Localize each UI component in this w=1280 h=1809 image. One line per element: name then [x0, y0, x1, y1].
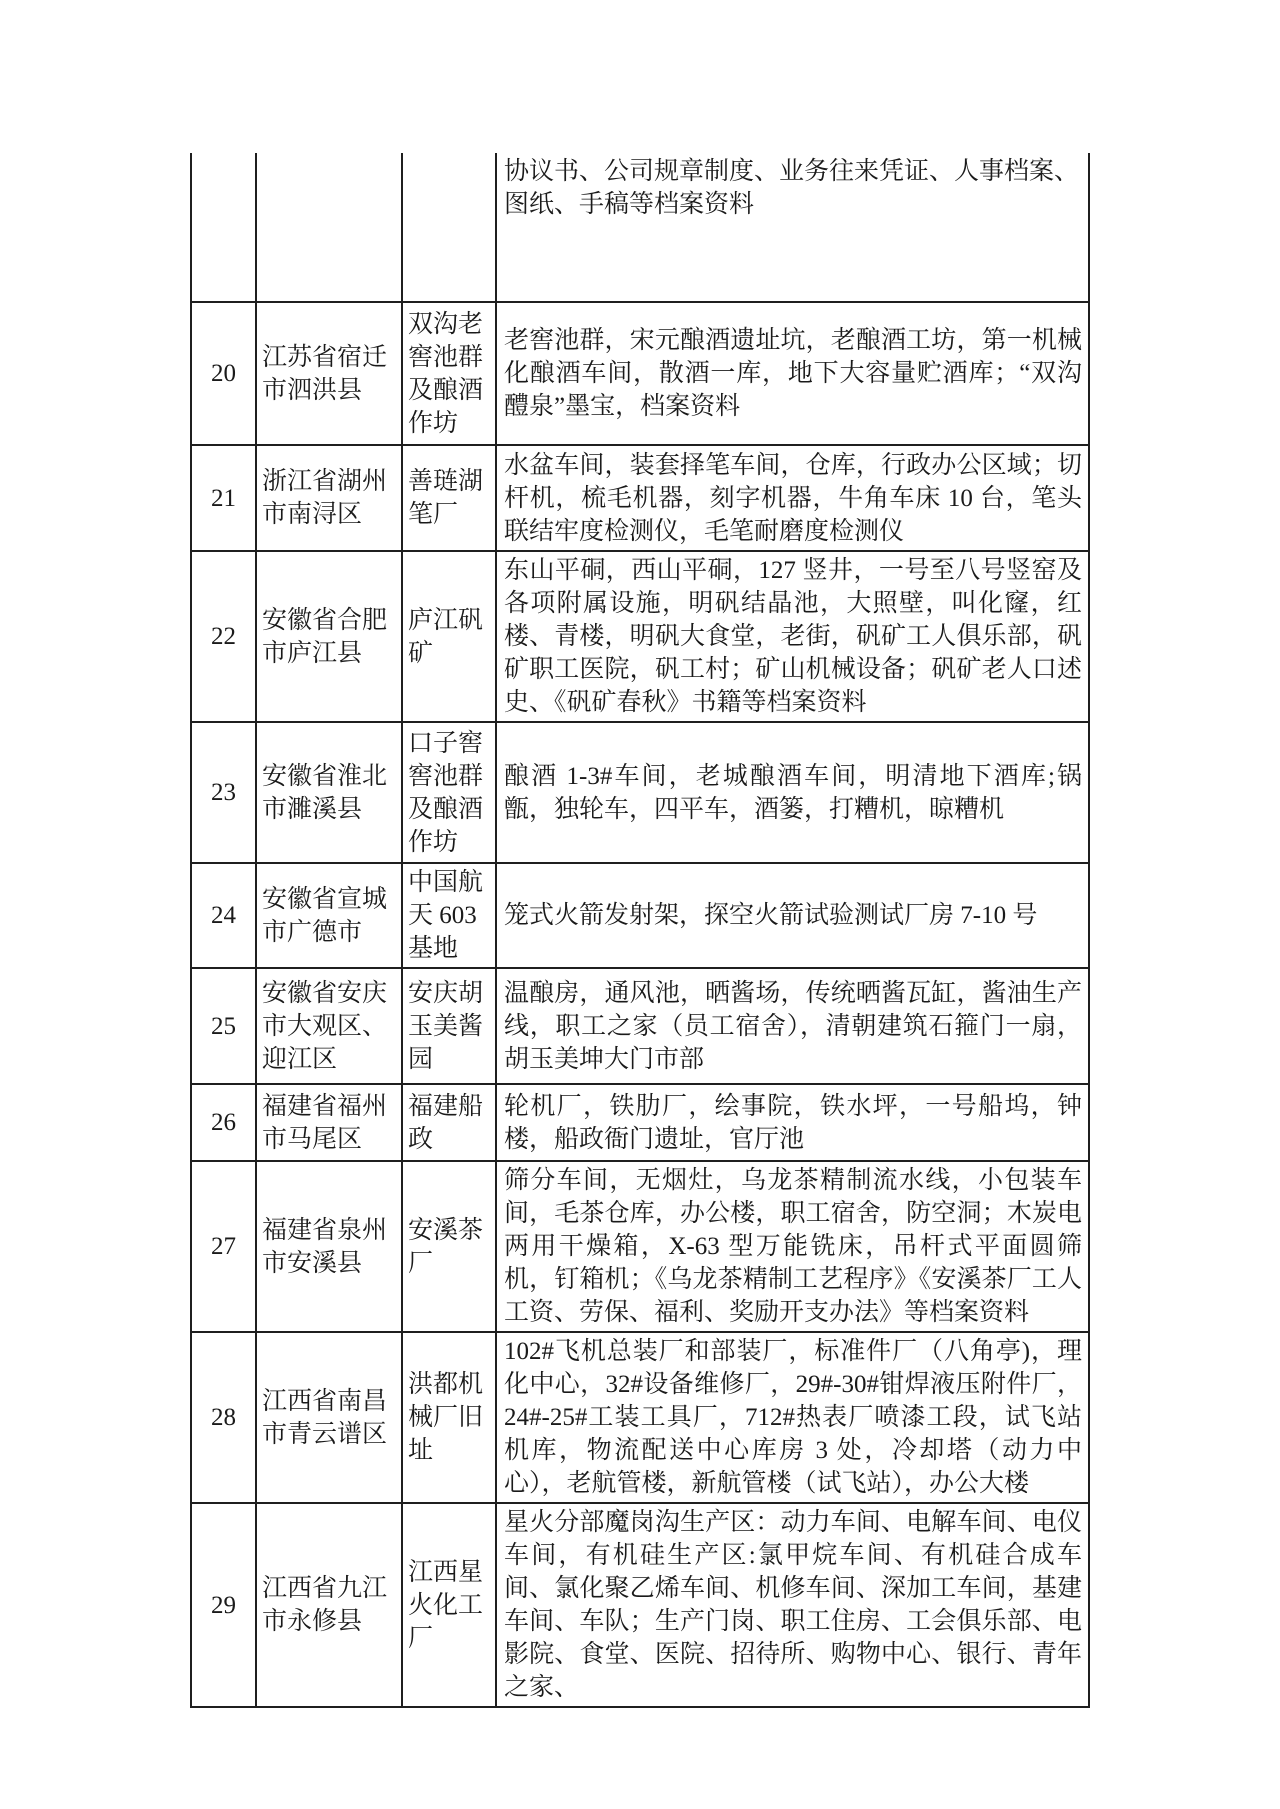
row-number-cell: 26 — [191, 1084, 256, 1161]
heritage-sites-table — [190, 153, 1090, 1708]
table-row — [191, 1503, 1089, 1707]
site-name-cell: 安溪茶厂 — [402, 1161, 496, 1332]
location-cell — [256, 153, 402, 302]
description-cell: 筛分车间，无烟灶，乌龙茶精制流水线，小包装车间，毛茶仓库，办公楼，职工宿舍，防空洞；木炭电两用干燥箱，X-63 型万能铣床，吊杆式平面圆筛机，钉箱机；《乌龙茶精制工艺程序》《安溪茶厂工人工资、劳保、福利、奖励开支办法》等档案资料 — [496, 1161, 1089, 1332]
row-number-cell: 29 — [191, 1503, 256, 1707]
location-cell: 江苏省宿迁市泗洪县 — [256, 302, 402, 445]
location-cell: 安徽省宣城市广德市 — [256, 863, 402, 968]
location-cell: 安徽省安庆市大观区、迎江区 — [256, 968, 402, 1084]
table-row — [191, 863, 1089, 968]
row-number-cell: 22 — [191, 551, 256, 722]
table-row — [191, 445, 1089, 551]
table-row — [191, 1084, 1089, 1161]
table-row — [191, 722, 1089, 863]
description-cell: 酿酒 1-3#车间，老城酿酒车间，明清地下酒库;锅甑，独轮车，四平车，酒篓，打糟机，晾糟机 — [496, 722, 1089, 863]
location-cell: 安徽省合肥市庐江县 — [256, 551, 402, 722]
row-number-cell: 21 — [191, 445, 256, 551]
location-cell: 浙江省湖州市南浔区 — [256, 445, 402, 551]
row-number-cell: 24 — [191, 863, 256, 968]
description-cell: 温酿房，通风池，晒酱场，传统晒酱瓦缸，酱油生产线，职工之家（员工宿舍），清朝建筑石箍门一扇，胡玉美坤大门市部 — [496, 968, 1089, 1084]
site-name-cell: 洪都机械厂旧址 — [402, 1332, 496, 1503]
location-cell: 福建省泉州市安溪县 — [256, 1161, 402, 1332]
description-cell: 星火分部魔岗沟生产区：动力车间、电解车间、电仪车间，有机硅生产区:氯甲烷车间、有机硅合成车间、氯化聚乙烯车间、机修车间、深加工车间，基建车间、车队；生产门岗、职工住房、工会俱乐部、电影院、食堂、医院、招待所、购物中心、银行、青年之家、 — [496, 1503, 1089, 1707]
row-number-cell: 20 — [191, 302, 256, 445]
table-row — [191, 302, 1089, 445]
description-cell: 102#飞机总装厂和部装厂，标准件厂（八角亭)，理化中心，32#设备维修厂，29#-30#钳焊液压附件厂，24#-25#工装工具厂，712#热表厂喷漆工段，试飞站机库，物流配送中心库房 3 处，冷却塔（动力中心），老航管楼，新航管楼（试飞站），办公大楼 — [496, 1332, 1089, 1503]
row-number-cell: 28 — [191, 1332, 256, 1503]
site-name-cell: 双沟老窖池群及酿酒作坊 — [402, 302, 496, 445]
row-number-cell — [191, 153, 256, 302]
description-cell: 笼式火箭发射架，探空火箭试验测试厂房 7-10 号 — [496, 863, 1089, 968]
location-cell: 福建省福州市马尾区 — [256, 1084, 402, 1161]
description-cell: 老窖池群，宋元酿酒遗址坑，老酿酒工坊，第一机械化酿酒车间，散酒一库，地下大容量贮酒库；“双沟醴泉”墨宝，档案资料 — [496, 302, 1089, 445]
site-name-cell: 安庆胡玉美酱园 — [402, 968, 496, 1084]
row-number-cell: 23 — [191, 722, 256, 863]
table-row — [191, 1161, 1089, 1332]
location-cell: 安徽省淮北市濉溪县 — [256, 722, 402, 863]
description-cell: 协议书、公司规章制度、业务往来凭证、人事档案、图纸、手稿等档案资料 — [496, 153, 1089, 302]
table-row — [191, 551, 1089, 722]
site-name-cell: 善琏湖笔厂 — [402, 445, 496, 551]
location-cell: 江西省南昌市青云谱区 — [256, 1332, 402, 1503]
row-number-cell: 27 — [191, 1161, 256, 1332]
description-cell: 轮机厂，铁肋厂，绘事院，铁水坪，一号船坞，钟楼，船政衙门遗址，官厅池 — [496, 1084, 1089, 1161]
table-row — [191, 1332, 1089, 1503]
description-cell: 东山平硐，西山平硐，127 竖井，一号至八号竖窑及各项附属设施，明矾结晶池，大照壁，叫化窿，红楼、青楼，明矾大食堂，老街，矾矿工人俱乐部，矾矿职工医院，矾工村；矿山机械设备；矾矿老人口述史、《矾矿春秋》书籍等档案资料 — [496, 551, 1089, 722]
site-name-cell: 口子窖窖池群及酿酒作坊 — [402, 722, 496, 863]
site-name-cell — [402, 153, 496, 302]
table-row-continuation — [191, 153, 1089, 302]
site-name-cell: 中国航天 603 基地 — [402, 863, 496, 968]
site-name-cell: 庐江矾矿 — [402, 551, 496, 722]
location-cell: 江西省九江市永修县 — [256, 1503, 402, 1707]
table-row — [191, 968, 1089, 1084]
site-name-cell: 福建船政 — [402, 1084, 496, 1161]
description-cell: 水盆车间，装套择笔车间，仓库，行政办公区域；切杆机，梳毛机器，刻字机器，牛角车床 10 台，笔头联结牢度检测仪，毛笔耐磨度检测仪 — [496, 445, 1089, 551]
heritage-sites-table-body — [191, 153, 1089, 1707]
site-name-cell: 江西星火化工厂 — [402, 1503, 496, 1707]
row-number-cell: 25 — [191, 968, 256, 1084]
